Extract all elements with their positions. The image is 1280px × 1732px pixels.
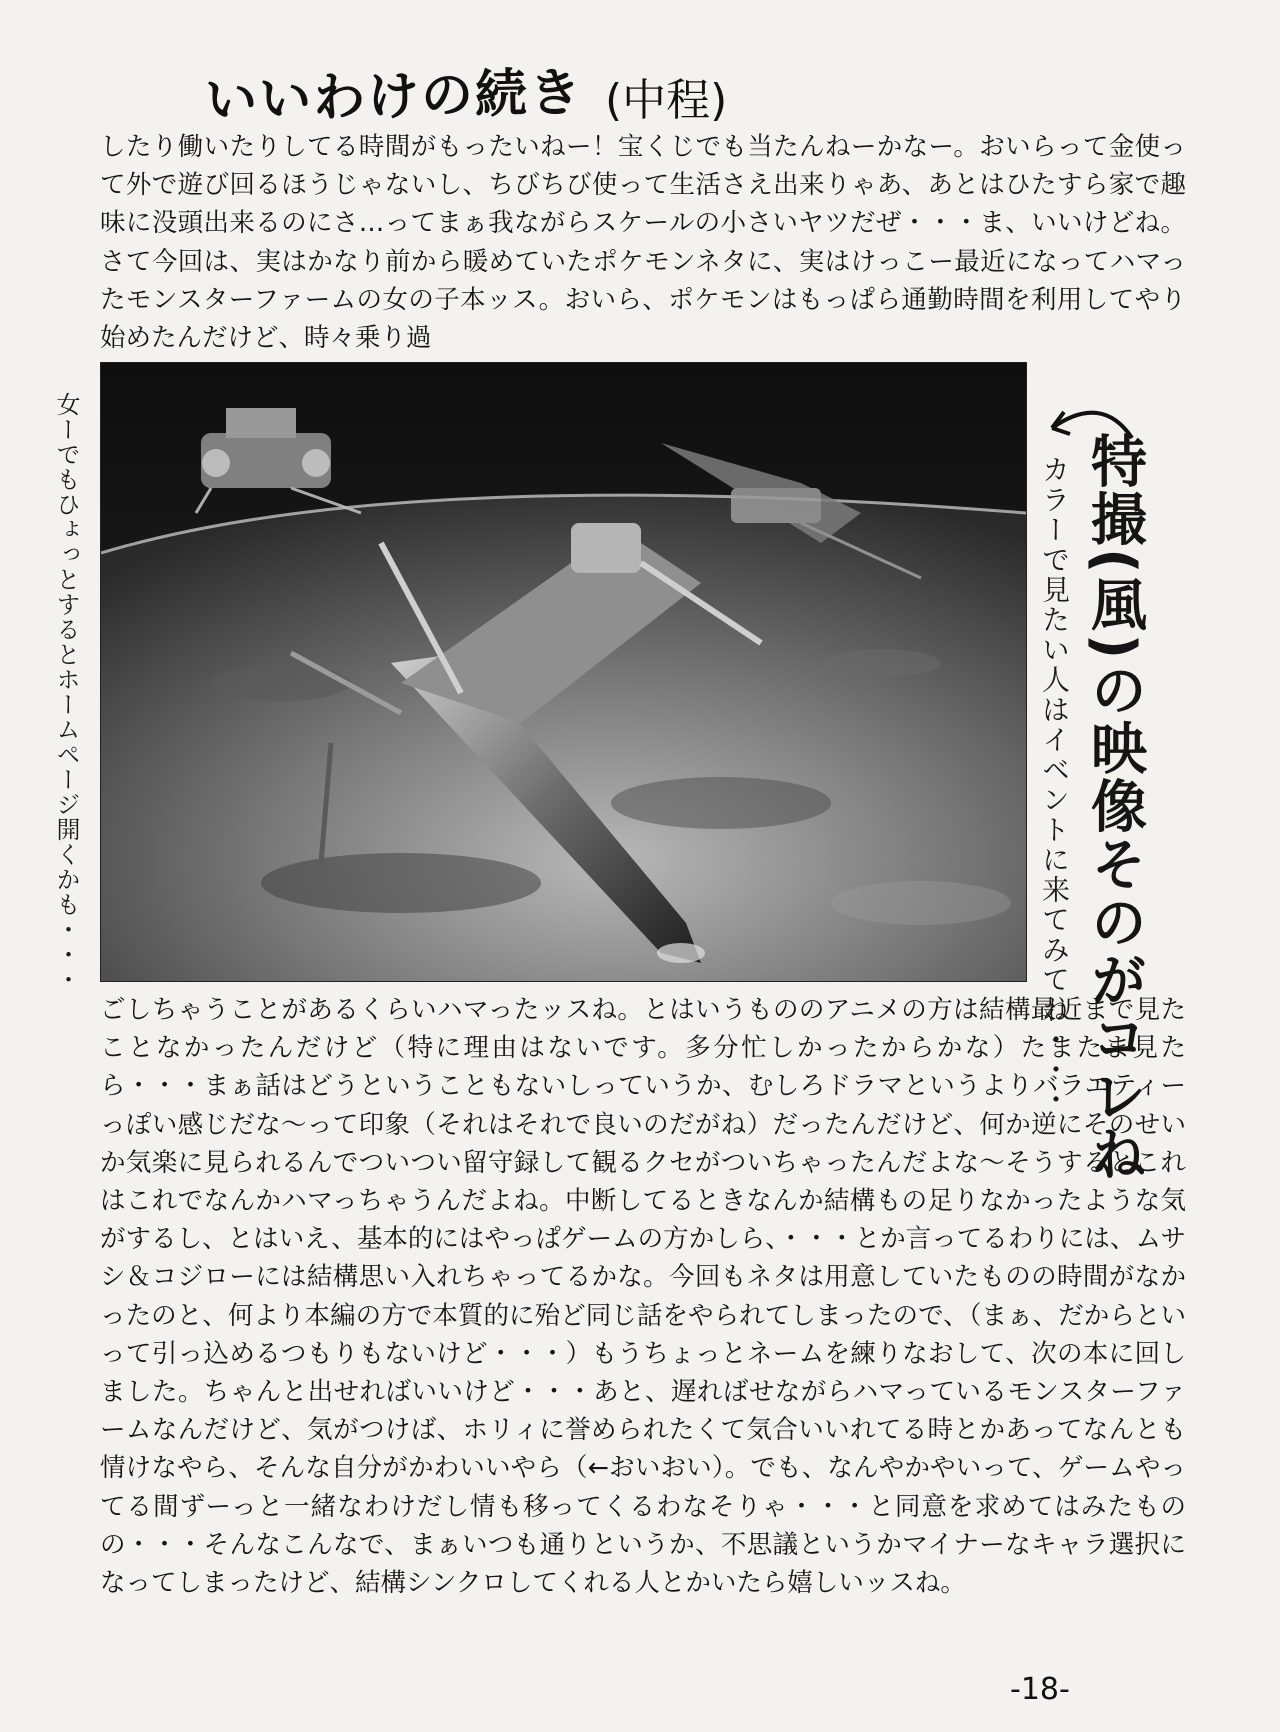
right-margin-note-small: カラーで見たい人はイベントに来てみてね・・・ xyxy=(1038,455,1071,1115)
left-margin-note: 女ーでもひょっとするとホームページ開くかも・・・ xyxy=(52,392,80,992)
right-margin-note-big: 特撮(風)の映像そのがコレね xyxy=(1082,432,1147,1184)
page-number: -18- xyxy=(1010,1672,1070,1707)
spaceship-photo xyxy=(100,362,1027,982)
body-paragraph-top: したり働いたりしてる時間がもったいねー！宝くじでも当たんねーかなー。おいらって金使って外で遊び回るほうじゃないし、ちびちび使って生活さえ出来りゃあ、あとはひたすら家で趣味に没頭出来るのにさ…ってまぁ我ながらスケールの小さいヤツだぜ・・・ま、いいけどね。さて今回は、実はかなり前から暖めていたポケモンネタに、実はけっこー最近になってハマったモンスターファームの女の子本ッス。おいら、ポケモンはもっぱら通勤時間を利用してやり始めたんだけど、時々乗り過 xyxy=(100,132,1186,354)
title-parenthetical: (中程) xyxy=(605,75,728,126)
body-paragraph-bottom: ごしちゃうことがあるくらいハマったッスね。とはいうもののアニメの方は結構最近まで見たことなかったんだけど（特に理由はないです。多分忙しかったからかな）たまたま見たら・・・まぁ話はどうということもないしっていうか、むしろドラマというよりバラエティーっぽい感じだな～って印象（それはそれで良いのだがね）だったんだけど、何か逆にそのせいか気楽に見られるんでついつい留守録して観るクセがついちゃったんだよな～そうするとこれはこれでなんかハマっちゃうんだよね。中断してるときなんか結構もの足りなかったような気がするし、とはいえ、基本的にはやっぱゲームの方かしら、・・・とか言ってるわりには、ムサシ＆コジローには結構思い入れちゃってるかな。今回もネタは用意していたものの時間がなかったのと、何より本編の方で本質的に殆ど同じ話をやられてしまったので、（まぁ、だからといって引っ込めるつもりもないけど・・・）もうちょっとネームを練りなおして、次の本に回しました。ちゃんと出せればいいけど・・・あと、遅ればせながらハマっているモンスターファームなんだけど、気がつけば、ホリィに誉められたくて気合いいれてる時とかあってなんとも情けなやら、そんな自分がかわいいやら（←おいおい）。でも、なんやかやいって、ゲームやってる間ずーっと一緒なわけだし情も移ってくるわなそりゃ・・・と同意を求めてはみたものの・・・そんなこんなで、まぁいつも通りというか、不思議というかマイナーなキャラ選択になってしまったけど、結構シンクロしてくれる人とかいたら嬉しいッスね。 xyxy=(100,995,1186,1599)
spaceship-photo-image xyxy=(101,363,1026,981)
page-title: いいわけの続き xyxy=(204,63,584,131)
